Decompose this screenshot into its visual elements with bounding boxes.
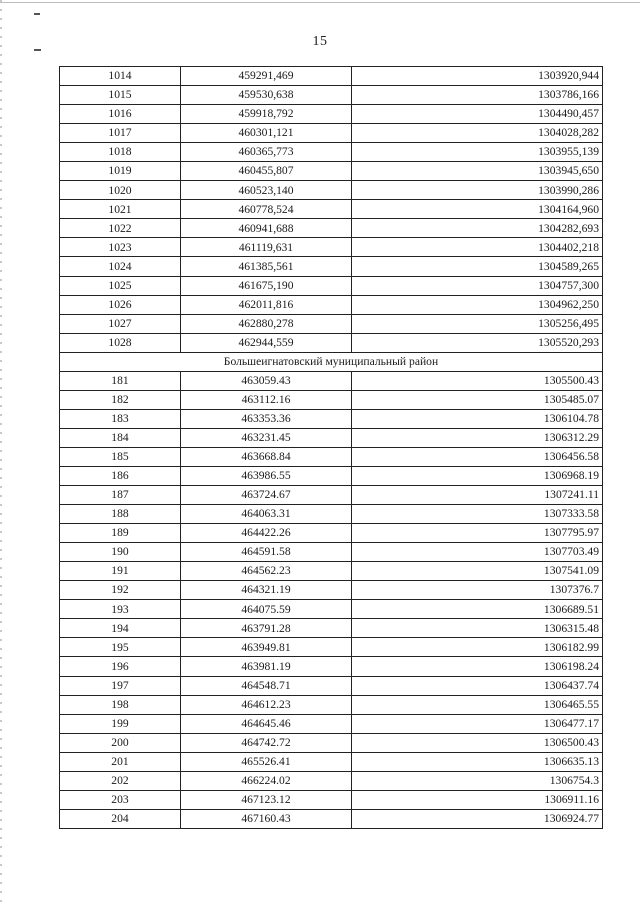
table-row [60, 371, 603, 390]
x-coordinate-cell: 461119,631 [181, 238, 352, 257]
point-number-cell: 200 [60, 733, 181, 752]
x-coordinate-cell: 464742.72 [181, 733, 352, 752]
table-row [60, 486, 603, 505]
y-coordinate-cell: 1306911.16 [352, 790, 603, 809]
x-coordinate-cell: 460778,524 [181, 200, 352, 219]
x-coordinate-cell: 463059.43 [181, 371, 352, 390]
point-number-cell: 1019 [60, 162, 181, 181]
y-coordinate-cell: 1307795.97 [352, 524, 603, 543]
table-row [60, 314, 603, 333]
y-coordinate-cell: 1307241.11 [352, 486, 603, 505]
x-coordinate-cell: 464591.58 [181, 543, 352, 562]
table-row [60, 409, 603, 428]
point-number-cell: 187 [60, 486, 181, 505]
y-coordinate-cell: 1307333.58 [352, 505, 603, 524]
point-number-cell: 184 [60, 428, 181, 447]
y-coordinate-cell: 1306465.55 [352, 695, 603, 714]
point-number-cell: 1022 [60, 219, 181, 238]
y-coordinate-cell: 1306312.29 [352, 428, 603, 447]
x-coordinate-cell: 460455,807 [181, 162, 352, 181]
y-coordinate-cell: 1306198.24 [352, 657, 603, 676]
y-coordinate-cell: 1303786,166 [352, 86, 603, 105]
x-coordinate-cell: 464422.26 [181, 524, 352, 543]
y-coordinate-cell: 1306182.99 [352, 638, 603, 657]
point-number-cell: 193 [60, 600, 181, 619]
table-row [60, 162, 603, 181]
table-row [60, 524, 603, 543]
x-coordinate-cell: 463981.19 [181, 657, 352, 676]
point-number-cell: 192 [60, 581, 181, 600]
table-row [60, 219, 603, 238]
section-title: Большеигнатовский муниципальный район [60, 352, 603, 371]
x-coordinate-cell: 462944,559 [181, 333, 352, 352]
y-coordinate-cell: 1305256,495 [352, 314, 603, 333]
point-number-cell: 1028 [60, 333, 181, 352]
point-number-cell: 197 [60, 676, 181, 695]
section-row [60, 352, 603, 371]
y-coordinate-cell: 1304282,693 [352, 219, 603, 238]
y-coordinate-cell: 1304402,218 [352, 238, 603, 257]
point-number-cell: 195 [60, 638, 181, 657]
x-coordinate-cell: 463724.67 [181, 486, 352, 505]
y-coordinate-cell: 1303920,944 [352, 67, 603, 86]
x-coordinate-cell: 464562.23 [181, 562, 352, 581]
x-coordinate-cell: 463668.84 [181, 447, 352, 466]
table-row [60, 295, 603, 314]
y-coordinate-cell: 1306924.77 [352, 809, 603, 828]
point-number-cell: 188 [60, 505, 181, 524]
x-coordinate-cell: 461385,561 [181, 257, 352, 276]
x-coordinate-cell: 459918,792 [181, 105, 352, 124]
point-number-cell: 194 [60, 619, 181, 638]
y-coordinate-cell: 1306689.51 [352, 600, 603, 619]
x-coordinate-cell: 460941,688 [181, 219, 352, 238]
x-coordinate-cell: 463231.45 [181, 428, 352, 447]
y-coordinate-cell: 1303990,286 [352, 181, 603, 200]
x-coordinate-cell: 467123.12 [181, 790, 352, 809]
table-row [60, 638, 603, 657]
y-coordinate-cell: 1304757,300 [352, 276, 603, 295]
table-row [60, 562, 603, 581]
y-coordinate-cell: 1307541.09 [352, 562, 603, 581]
y-coordinate-cell: 1306635.13 [352, 752, 603, 771]
point-number-cell: 198 [60, 695, 181, 714]
x-coordinate-cell: 460365,773 [181, 143, 352, 162]
x-coordinate-cell: 464548.71 [181, 676, 352, 695]
table-row [60, 543, 603, 562]
point-number-cell: 203 [60, 790, 181, 809]
point-number-cell: 189 [60, 524, 181, 543]
point-number-cell: 199 [60, 714, 181, 733]
scan-mark [34, 13, 40, 15]
table-row [60, 428, 603, 447]
point-number-cell: 183 [60, 409, 181, 428]
y-coordinate-cell: 1304164,960 [352, 200, 603, 219]
point-number-cell: 1025 [60, 276, 181, 295]
scan-top-edge [0, 2, 640, 3]
point-number-cell: 1027 [60, 314, 181, 333]
page-number: 15 [312, 34, 328, 49]
x-coordinate-cell: 459291,469 [181, 67, 352, 86]
scan-left-edge [0, 0, 2, 905]
point-number-cell: 186 [60, 466, 181, 485]
table-row [60, 390, 603, 409]
point-number-cell: 1016 [60, 105, 181, 124]
y-coordinate-cell: 1307703.49 [352, 543, 603, 562]
point-number-cell: 1026 [60, 295, 181, 314]
x-coordinate-cell: 463353.36 [181, 409, 352, 428]
y-coordinate-cell: 1303955,139 [352, 143, 603, 162]
y-coordinate-cell: 1306477.17 [352, 714, 603, 733]
x-coordinate-cell: 463949.81 [181, 638, 352, 657]
x-coordinate-cell: 464645.46 [181, 714, 352, 733]
table-row [60, 124, 603, 143]
table-row [60, 143, 603, 162]
y-coordinate-cell: 1306456.58 [352, 447, 603, 466]
x-coordinate-cell: 463986.55 [181, 466, 352, 485]
point-number-cell: 1020 [60, 181, 181, 200]
table-row [60, 276, 603, 295]
y-coordinate-cell: 1305500.43 [352, 371, 603, 390]
y-coordinate-cell: 1304028,282 [352, 124, 603, 143]
point-number-cell: 1014 [60, 67, 181, 86]
point-number-cell: 190 [60, 543, 181, 562]
table-row [60, 714, 603, 733]
x-coordinate-cell: 459530,638 [181, 86, 352, 105]
table-row [60, 67, 603, 86]
point-number-cell: 191 [60, 562, 181, 581]
point-number-cell: 185 [60, 447, 181, 466]
y-coordinate-cell: 1304589,265 [352, 257, 603, 276]
table-row [60, 105, 603, 124]
y-coordinate-cell: 1305520,293 [352, 333, 603, 352]
x-coordinate-cell: 464075.59 [181, 600, 352, 619]
table-row [60, 200, 603, 219]
y-coordinate-cell: 1306754.3 [352, 771, 603, 790]
y-coordinate-cell: 1306500.43 [352, 733, 603, 752]
table-row [60, 619, 603, 638]
table-row [60, 181, 603, 200]
table-row [60, 733, 603, 752]
x-coordinate-cell: 463112.16 [181, 390, 352, 409]
x-coordinate-cell: 464063.31 [181, 505, 352, 524]
table-row [60, 505, 603, 524]
table-row [60, 447, 603, 466]
table-row [60, 695, 603, 714]
table-row [60, 86, 603, 105]
point-number-cell: 1018 [60, 143, 181, 162]
table-row [60, 676, 603, 695]
table-row [60, 466, 603, 485]
x-coordinate-cell: 462011,816 [181, 295, 352, 314]
y-coordinate-cell: 1305485.07 [352, 390, 603, 409]
coordinates-table [59, 66, 603, 829]
x-coordinate-cell: 462880,278 [181, 314, 352, 333]
x-coordinate-cell: 465526.41 [181, 752, 352, 771]
table-row [60, 790, 603, 809]
x-coordinate-cell: 461675,190 [181, 276, 352, 295]
y-coordinate-cell: 1306968.19 [352, 466, 603, 485]
x-coordinate-cell: 464612.23 [181, 695, 352, 714]
x-coordinate-cell: 460523,140 [181, 181, 352, 200]
table-row [60, 257, 603, 276]
table-row [60, 581, 603, 600]
point-number-cell: 182 [60, 390, 181, 409]
y-coordinate-cell: 1304490,457 [352, 105, 603, 124]
y-coordinate-cell: 1304962,250 [352, 295, 603, 314]
table-row [60, 333, 603, 352]
x-coordinate-cell: 466224.02 [181, 771, 352, 790]
point-number-cell: 1015 [60, 86, 181, 105]
table-row [60, 752, 603, 771]
y-coordinate-cell: 1306437.74 [352, 676, 603, 695]
point-number-cell: 1021 [60, 200, 181, 219]
point-number-cell: 1024 [60, 257, 181, 276]
point-number-cell: 1023 [60, 238, 181, 257]
y-coordinate-cell: 1303945,650 [352, 162, 603, 181]
point-number-cell: 181 [60, 371, 181, 390]
x-coordinate-cell: 467160.43 [181, 809, 352, 828]
table-row [60, 809, 603, 828]
table-row [60, 600, 603, 619]
x-coordinate-cell: 463791.28 [181, 619, 352, 638]
point-number-cell: 201 [60, 752, 181, 771]
table-row [60, 238, 603, 257]
x-coordinate-cell: 460301,121 [181, 124, 352, 143]
x-coordinate-cell: 464321.19 [181, 581, 352, 600]
y-coordinate-cell: 1307376.7 [352, 581, 603, 600]
point-number-cell: 196 [60, 657, 181, 676]
coordinates-table-body [60, 67, 603, 829]
point-number-cell: 202 [60, 771, 181, 790]
point-number-cell: 1017 [60, 124, 181, 143]
table-row [60, 657, 603, 676]
point-number-cell: 204 [60, 809, 181, 828]
table-row [60, 771, 603, 790]
y-coordinate-cell: 1306315.48 [352, 619, 603, 638]
y-coordinate-cell: 1306104.78 [352, 409, 603, 428]
